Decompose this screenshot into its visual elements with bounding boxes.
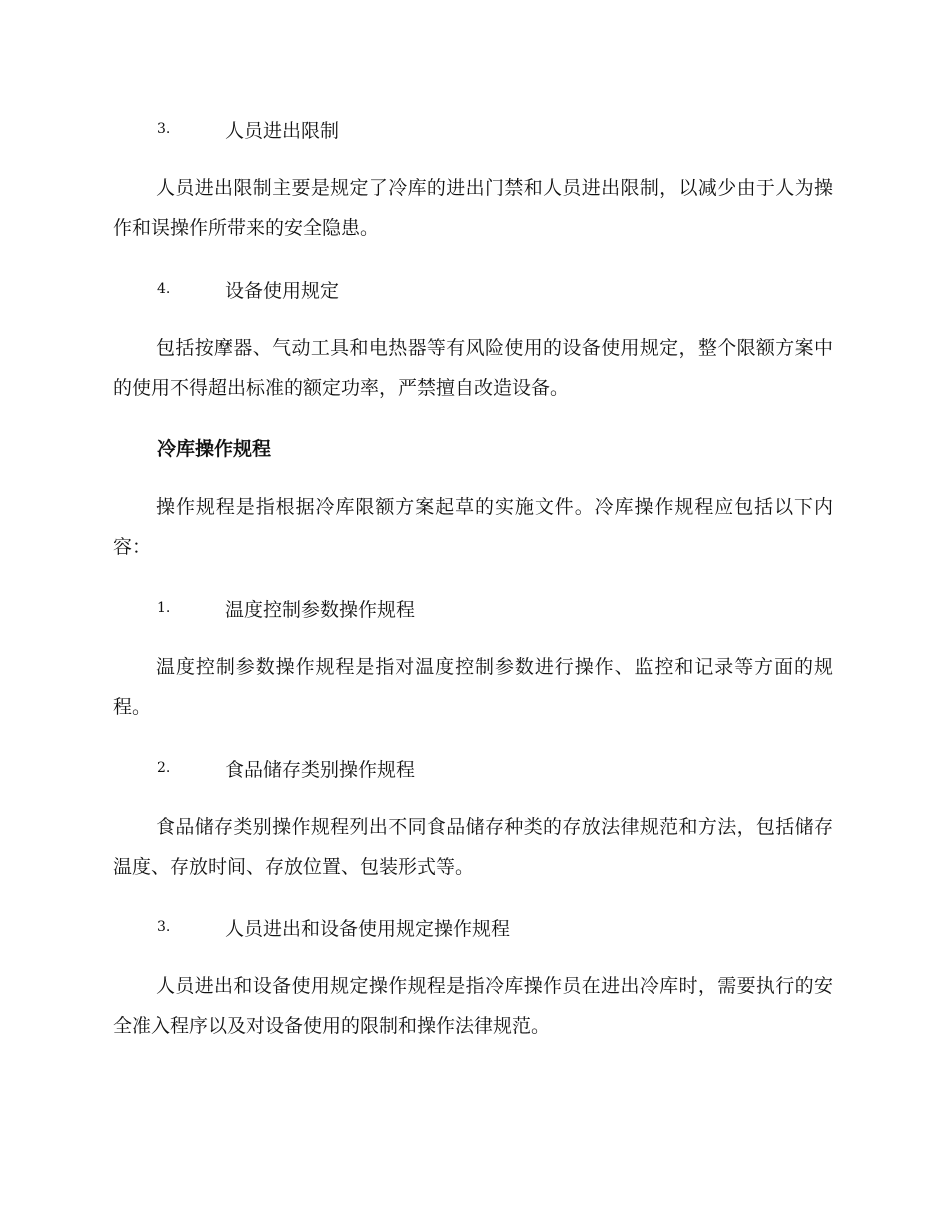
list-item-personnel-access bbox=[157, 114, 339, 144]
list-label: 人员进出限制 bbox=[225, 119, 340, 142]
paragraph-equipment-use: 包括按摩器、气动工具和电热器等有风险使用的设备使用规定，整个限额方案中的使用不得超出标准的额定功率，严禁擅自改造设备。 bbox=[113, 337, 833, 399]
list-number: 3. bbox=[157, 121, 171, 137]
section-heading: 冷库操作规程 bbox=[157, 438, 272, 460]
paragraph-personnel-access: 人员进出限制主要是规定了冷库的进出门禁和人员进出限制，以减少由于人为操作和误操作所带来的安全隐患。 bbox=[113, 177, 833, 239]
paragraph-temperature-control: 温度控制参数操作规程是指对温度控制参数进行操作、监控和记录等方面的规程。 bbox=[113, 656, 833, 718]
list-item-food-storage bbox=[157, 753, 415, 783]
list-label: 温度控制参数操作规程 bbox=[225, 598, 416, 621]
list-label: 食品储存类别操作规程 bbox=[225, 758, 416, 781]
list-item-personnel-equipment bbox=[157, 912, 510, 942]
paragraph-intro: 操作规程是指根据冷库限额方案起草的实施文件。冷库操作规程应包括以下内容： bbox=[113, 496, 833, 558]
list-number: 4. bbox=[157, 281, 171, 297]
paragraph-food-storage: 食品储存类别操作规程列出不同食品储存种类的存放法律规范和方法，包括储存温度、存放时间、存放位置、包装形式等。 bbox=[113, 816, 833, 878]
list-number: 2. bbox=[157, 760, 171, 776]
paragraph-personnel-equipment: 人员进出和设备使用规定操作规程是指冷库操作员在进出冷库时，需要执行的安全准入程序以及对设备使用的限制和操作法律规范。 bbox=[113, 975, 833, 1037]
list-number: 3. bbox=[157, 919, 171, 935]
list-item-temperature-control bbox=[157, 593, 415, 623]
list-item-equipment-use bbox=[157, 274, 339, 304]
list-label: 人员进出和设备使用规定操作规程 bbox=[225, 917, 511, 940]
list-number: 1. bbox=[157, 600, 171, 616]
list-label: 设备使用规定 bbox=[225, 279, 340, 302]
